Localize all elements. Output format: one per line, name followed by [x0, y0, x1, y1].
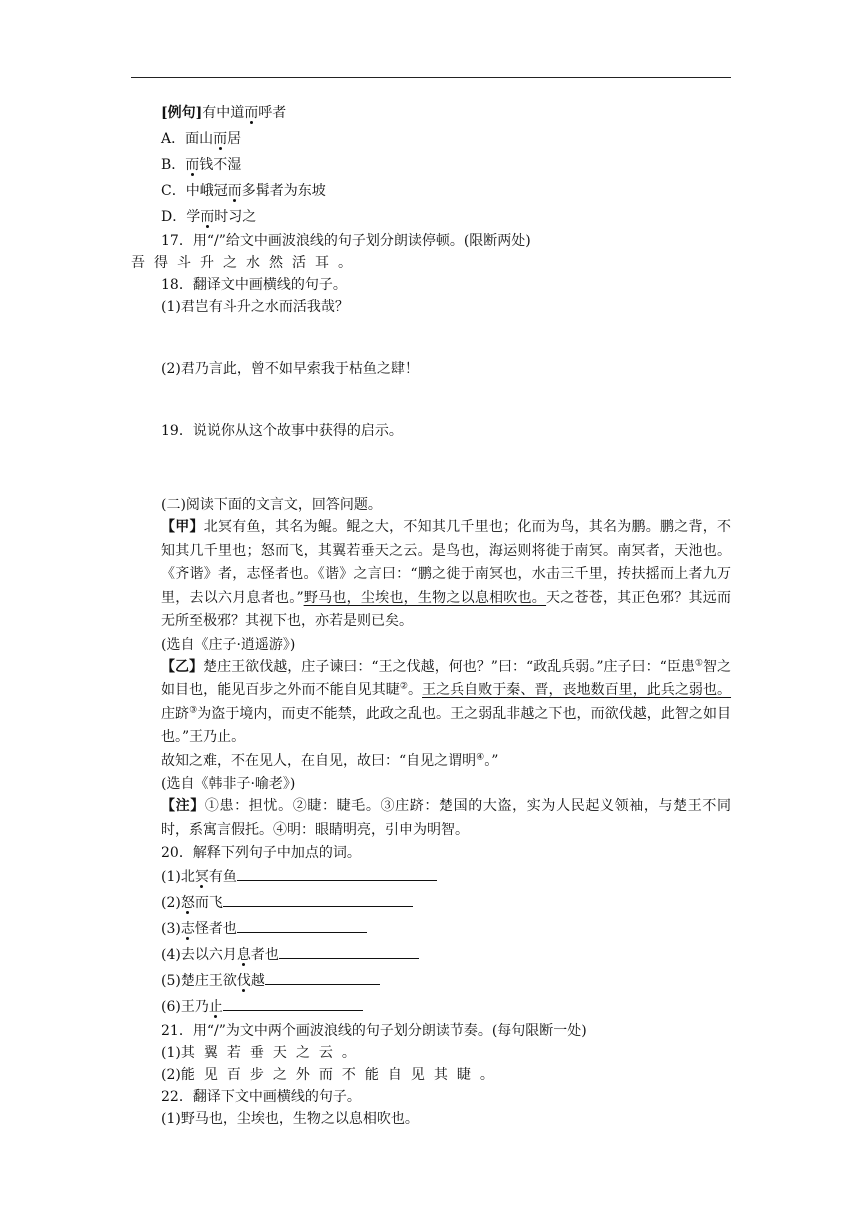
option-d: D．学而时习之	[161, 209, 257, 225]
answer-blank[interactable]	[223, 891, 413, 907]
q21-sentence-1: (1)其翼若垂天之云。	[161, 1045, 365, 1061]
q20-item-4: (4)去以六月息者也	[131, 942, 731, 968]
dotted-char: 伐	[236, 973, 251, 989]
passage-yi-conclusion: 故知之难，不在见人，在自见，故曰：“自见之谓明④。”	[161, 751, 499, 769]
underlined-sentence: 野马也，尘埃也，生物之以息相吹也。	[303, 589, 547, 606]
answer-blank[interactable]	[223, 995, 363, 1011]
answer-blank[interactable]	[265, 969, 380, 985]
document-page	[131, 100, 731, 1130]
answer-blank[interactable]	[237, 865, 437, 881]
q20-item-2: (2)怒而飞	[131, 890, 731, 916]
option-a: A．面山而居	[161, 131, 242, 147]
option-b: B．而钱不湿	[161, 157, 242, 173]
q19-prompt: 19．说说你从这个故事中获得的启示。	[161, 423, 403, 439]
example-tag: [例句]	[161, 105, 203, 121]
passage-yi-label: 【乙】	[161, 658, 204, 675]
footnote-marker: ②	[399, 681, 408, 692]
answer-blank[interactable]	[237, 917, 367, 933]
passage-jia-source: (选自《庄子·逍遥游》)	[161, 636, 296, 653]
footnote-marker: ③	[189, 704, 198, 715]
footnote-marker: ④	[476, 751, 485, 762]
notes: 【注】①患：担忧。②睫：睫毛。③庄跻：楚国的大盗，实为人民起义领袖，与楚王不同时，系寓言假托。④明：眼睛明亮，引申为明智。	[161, 798, 732, 838]
q18-sentence-1: (1)君岂有斗升之水而活我哉？	[161, 299, 349, 315]
dotted-char: 怒	[180, 895, 195, 911]
q22-prompt: 22．翻译下文中画横线的句子。	[161, 1089, 361, 1105]
passage-jia: 【甲】北冥有鱼，其名为鲲。鲲之大，不知其几千里也；化而为鸟，其名为鹏。鹏之背，不知其几千里也；怒而飞，其翼若垂天之云。是鸟也，海运则将徙于南冥。南冥者，天池也。《齐谐》者，志怪者也。《谐》之言曰：“鹏之徙于南冥也，水击三千里，抟扶摇而上者九万里，去以六月息者也。”野马也，尘埃也，生物之以息相吹也。天之苍苍，其正色邪？其远而无所至极邪？其视下也，亦若是则已矣。	[161, 519, 732, 629]
underlined-sentence: 王之兵自败于秦、晋，丧地数百里，此兵之弱也。	[422, 682, 732, 698]
q20-item-6: (6)王乃止	[131, 994, 731, 1020]
q17-prompt: 17．用“/”给文中画波浪线的句子划分朗读停顿。(限断两处)	[161, 233, 531, 249]
dotted-char: 冥	[194, 869, 209, 885]
dotted-char: 志	[180, 921, 195, 937]
q20-item-5: (5)楚庄王欲伐越	[131, 968, 731, 994]
q17-sentence: 吾得斗升之水然活耳。	[131, 255, 361, 271]
q22-sentence-1: (1)野马也，尘埃也，生物之以息相吹也。	[161, 1111, 419, 1127]
dotted-char: 而	[227, 183, 242, 199]
dotted-char: 而	[244, 105, 259, 121]
dotted-char: 而	[185, 157, 200, 173]
passage-jia-label: 【甲】	[161, 519, 204, 535]
q20-item-1: (1)北冥有鱼	[131, 864, 731, 890]
dotted-char: 而	[213, 131, 228, 147]
q18-prompt: 18．翻译文中画横线的句子。	[161, 277, 347, 293]
q18-sentence-2: (2)君乃言此，曾不如早索我于枯鱼之肆！	[161, 361, 419, 377]
example-sentence: [例句]有中道而呼者	[161, 105, 287, 121]
q20-item-3: (3)志怪者也	[131, 916, 731, 942]
section-heading: (二)阅读下面的文言文，回答问题。	[161, 497, 382, 513]
dotted-char: 而	[200, 209, 215, 225]
option-c: C．中峨冠而多髯者为东坡	[161, 183, 326, 199]
dotted-char: 息	[236, 947, 251, 963]
answer-blank[interactable]	[279, 943, 419, 959]
passage-yi: 【乙】楚庄王欲伐越，庄子谏曰：“王之伐越，何也？”曰：“政乱兵弱。”庄子曰：“臣患①智之如目也，能见百步之外而不能自见其睫②。王之兵自败于秦、晋，丧地数百里，此兵之弱也。庄跻③为盗于境内，而吏不能禁，此政之乱也。王之弱乱非越之下也，而欲伐越，此智之如目也。”王乃止。	[161, 657, 732, 745]
q21-prompt: 21．用“/”为文中两个画波浪线的句子划分朗读节奏。(每句限断一处)	[161, 1023, 587, 1039]
header-rule	[131, 77, 731, 78]
footnote-marker: ①	[694, 657, 703, 668]
notes-label: 【注】	[161, 798, 205, 814]
q20-prompt: 20．解释下列句子中加点的词。	[161, 845, 361, 861]
dotted-char: 止	[208, 999, 223, 1015]
q21-sentence-2: (2)能见百步之外而不能自见其睫。	[161, 1067, 503, 1083]
passage-yi-source: (选自《韩非子·喻老》)	[161, 776, 296, 792]
